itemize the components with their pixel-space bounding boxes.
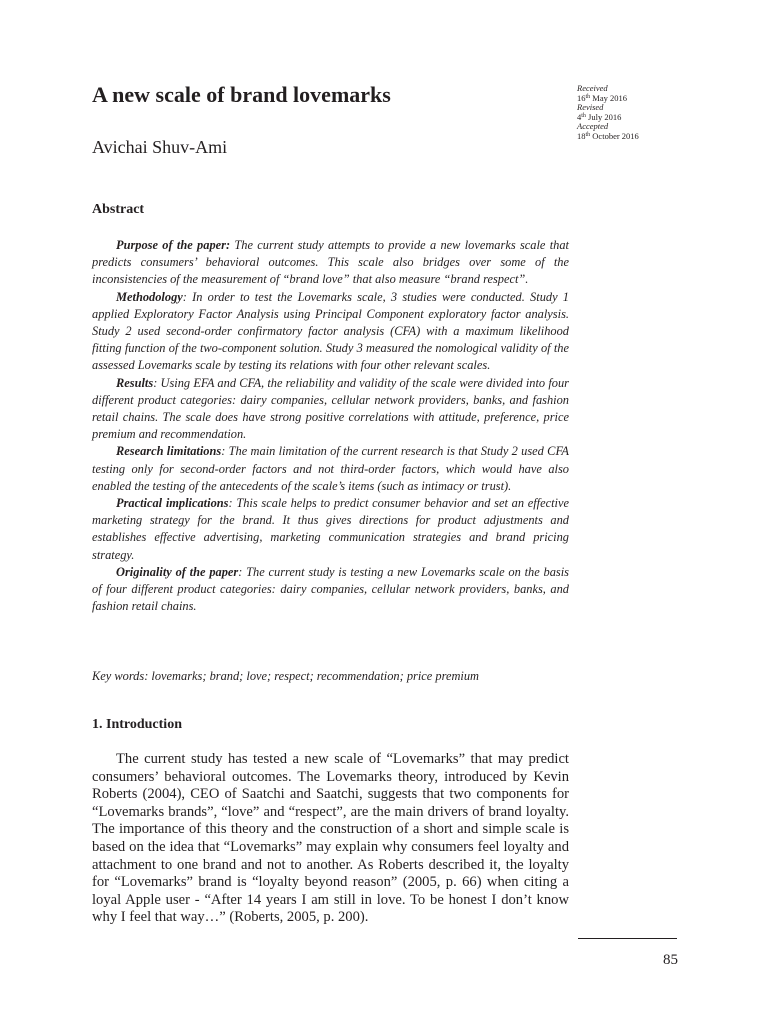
footnote-divider <box>578 938 677 939</box>
abstract-limitations: Research limitations: The main limitation of the current research is that Study 2 used CFA testing only for second-order factors and not third-order factors, which would have also enabled the testing of the antecedents of the scale’s items (such as intimacy or trust). <box>92 444 569 493</box>
abstract-heading: Abstract <box>92 202 145 217</box>
abstract-originality: Originality of the paper: The current study is testing a new Lovemarks scale on the basis of four different product categories: dairy companies, cellular network providers, banks, and fashion retail chains. <box>92 564 569 614</box>
section-heading-introduction: 1. Introduction <box>92 717 182 732</box>
abstract-body <box>92 237 569 615</box>
abstract-implications: Practical implications: This scale helps to predict consumer behavior and set an effective marketing strategy for the brand. It thus gives directions for product adjustments and establishes effective advertising, marketing communication strategies and brand pricing strategy. <box>92 496 570 562</box>
received-date: 16th May 2016 <box>577 92 628 103</box>
author-name: Avichai Shuv-Ami <box>92 137 228 157</box>
received-label: Received <box>577 83 608 93</box>
article-title: A new scale of brand lovemarks <box>92 82 391 107</box>
abstract-purpose: Purpose of the paper: The current study attempts to provide a new lovemarks scale that predicts consumers’ behavioral outcomes. This scale also bridges over some of the inconsistencies of the measurement of “brand love” that also measure “brand respect”. <box>92 238 569 287</box>
abstract-results: Results: Using EFA and CFA, the reliability and validity of the scale were divided into four different product categories: dairy companies, cellular network providers, banks, and fashion retail chains. The scale does have strong positive correlations with attitude, preference, price premium and recommendation. <box>92 375 569 442</box>
page-number: 85 <box>663 952 678 968</box>
revised-date: 4th July 2016 <box>577 111 622 122</box>
revised-label: Revised <box>577 102 604 112</box>
accepted-label: Accepted <box>577 121 609 131</box>
keywords: Key words: lovemarks; brand; love; respect; recommendation; price premium <box>92 669 479 683</box>
introduction-paragraph: The current study has tested a new scale of “Lovemarks” that may predict consumers’ behavioral outcomes. The Lovemarks theory, introduced by Kevin Roberts (2004), CEO of Saatchi and Saatchi, suggests that two components for “Lovemarks brands”, “love” and “respect”, are the main drivers of brand loyalty. The importance of this theory and the construction of a short and simple scale is based on the idea that “Lovemarks” may explain why consumers feel loyalty and attachment to one brand and not to another. As Roberts described it, the loyalty for “Lovemarks” brand is “loyalty beyond reason” (2005, p. 66) when citing a loyal Apple user - “After 14 years I am still in love. To be honest I don’t know why I feel that way…” (Roberts, 2005, p. 200). <box>92 751 569 926</box>
accepted-date: 18th October 2016 <box>577 130 639 141</box>
submission-dates <box>577 84 697 141</box>
abstract-methodology: Methodology: In order to test the Lovemarks scale, 3 studies were conducted. Study 1 applied Exploratory Factor Analysis using Principal Component exploratory factor analysis. Study 2 used second-order confirmatory factor analysis (CFA) with a maximum likelihood fitting function of the two-component solution. Study 3 measured the nomological validity of the assessed Lovemarks scale by testing its relations with four other relevant scales. <box>92 289 569 373</box>
